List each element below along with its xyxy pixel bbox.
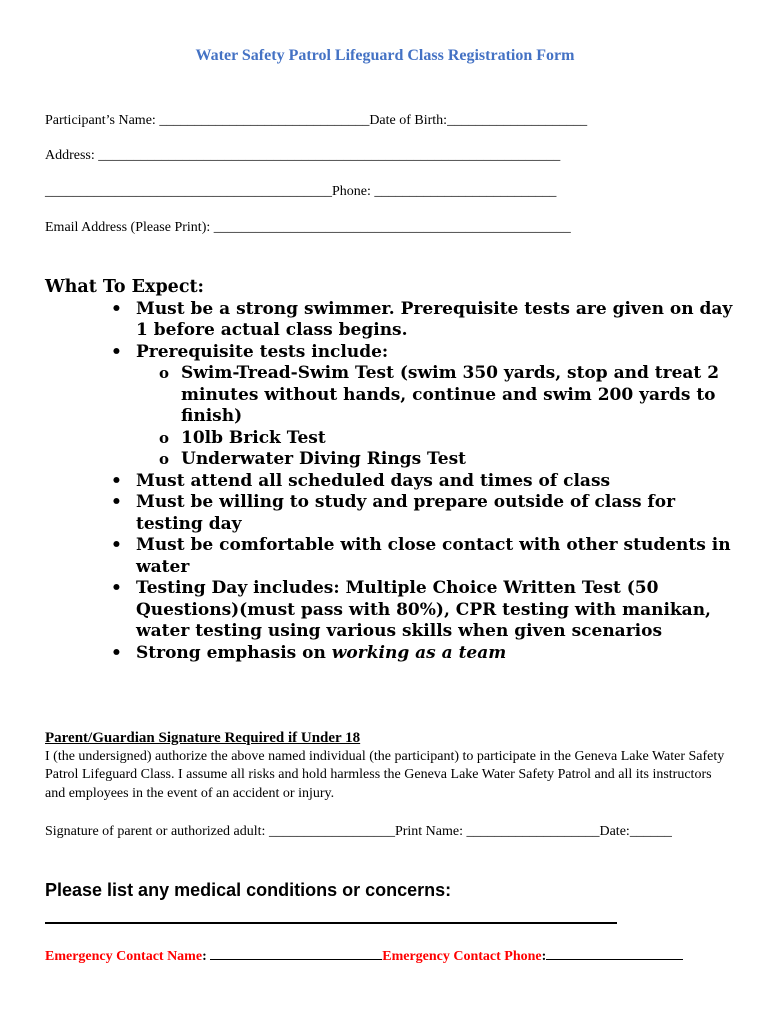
- what-to-expect-section: [45, 277, 735, 664]
- emergency-phone-colon: :: [541, 949, 547, 964]
- guardian-heading: Parent/Guardian Signature Required if Under 18: [45, 730, 361, 746]
- emergency-contact-row: [45, 945, 683, 965]
- address2-blank[interactable]: _________________________________________: [45, 184, 332, 199]
- participant-name-label: Participant’s Name:: [45, 113, 160, 128]
- guardian-section: [45, 729, 735, 803]
- date-label: Date:: [599, 824, 630, 839]
- bullet-icon: •: [111, 492, 122, 512]
- expect-item-text: Must attend all scheduled days and times of class: [136, 470, 611, 491]
- expect-item-text-emphasis: working as a team: [331, 642, 507, 663]
- dob-label: Date of Birth:: [369, 113, 448, 128]
- emergency-contact-phone-label: Emergency Contact Phone: [382, 949, 542, 964]
- expect-item-text: Prerequisite tests include:: [136, 341, 389, 362]
- guardian-consent-text: I (the undersigned) authorize the above named individual (the participant) to participate in the Geneva Lake Water Safety Patrol Lifeguard Class. I assume all risks and hold harmless the Geneva Lake Water Safety Patrol and all its instructors and employees in the event of an accident or injury.: [45, 748, 725, 801]
- list-item: [111, 470, 735, 493]
- circle-bullet-icon: o: [159, 450, 170, 468]
- bullet-icon: •: [111, 470, 122, 491]
- prerequisite-sublist: [136, 363, 735, 471]
- list-item: [111, 642, 735, 665]
- email-row: [45, 220, 571, 236]
- emergency-contact-phone-blank[interactable]: [546, 945, 683, 960]
- phone-blank[interactable]: __________________________: [374, 184, 557, 199]
- what-to-expect-heading: What To Expect:: [45, 277, 205, 297]
- expect-item-text: Must be a strong swimmer. Prerequisite tests are given on day 1 before actual class begins.: [136, 298, 733, 340]
- list-item: [111, 535, 735, 578]
- bullet-icon: •: [111, 535, 122, 555]
- sub-item-text: 10lb Brick Test: [181, 427, 326, 448]
- dob-blank[interactable]: ____________________: [447, 113, 588, 128]
- list-item: [159, 449, 735, 471]
- list-item: [111, 298, 735, 342]
- expect-item-text: Must be comfortable with close contact with other students in water: [136, 535, 731, 577]
- bullet-icon: •: [111, 341, 122, 362]
- signature-label: Signature of parent or authorized adult:: [45, 824, 269, 839]
- emergency-contact-name-blank[interactable]: [210, 945, 382, 960]
- email-blank[interactable]: ___________________________________________________: [213, 220, 571, 235]
- sub-item-text: Swim-Tread-Swim Test (swim 350 yards, stop and treat 2 minutes without hands, continue and swim 200 yards to finish): [181, 363, 720, 426]
- phone-label: Phone:: [332, 184, 375, 199]
- medical-conditions-label: Please list any medical conditions or concerns:: [45, 880, 452, 900]
- expect-item-text: Must be willing to study and prepare outside of class for testing day: [136, 492, 676, 534]
- emergency-name-colon: :: [202, 949, 207, 964]
- address-blank[interactable]: __________________________________________________________________: [98, 148, 561, 163]
- participant-row: [45, 113, 587, 129]
- list-item: [111, 578, 735, 643]
- date-blank[interactable]: ______: [629, 824, 672, 839]
- guardian-signature-row: [45, 824, 672, 840]
- email-label: Email Address (Please Print):: [45, 220, 214, 235]
- print-name-label: Print Name:: [394, 824, 467, 839]
- bullet-icon: •: [111, 298, 122, 319]
- print-name-blank[interactable]: ___________________: [466, 824, 600, 839]
- address-row: [45, 148, 560, 164]
- address-label: Address:: [45, 148, 99, 163]
- circle-bullet-icon: o: [159, 428, 170, 447]
- signature-blank[interactable]: __________________: [268, 824, 395, 839]
- list-item: [159, 363, 735, 428]
- expect-list: [45, 299, 735, 665]
- form-title: Water Safety Patrol Lifeguard Class Registration Form: [195, 47, 575, 64]
- list-item: [111, 341, 735, 471]
- list-item: [159, 427, 735, 450]
- bullet-icon: •: [111, 642, 122, 663]
- address2-phone-row: [45, 184, 556, 200]
- emergency-contact-name-label: Emergency Contact Name: [45, 949, 203, 964]
- bullet-icon: •: [111, 578, 122, 598]
- list-item: [111, 492, 735, 535]
- sub-item-text: Underwater Diving Rings Test: [181, 449, 466, 469]
- medical-conditions-blank[interactable]: [45, 904, 617, 924]
- expect-item-text-prefix: Strong emphasis on: [136, 642, 332, 663]
- circle-bullet-icon: o: [159, 364, 170, 382]
- expect-item-text: Testing Day includes: Multiple Choice Written Test (50 Questions)(must pass with 80%), CPR testing with manikan, water testing using various skills when given scenarios: [136, 578, 711, 641]
- participant-name-blank[interactable]: ______________________________: [159, 113, 370, 128]
